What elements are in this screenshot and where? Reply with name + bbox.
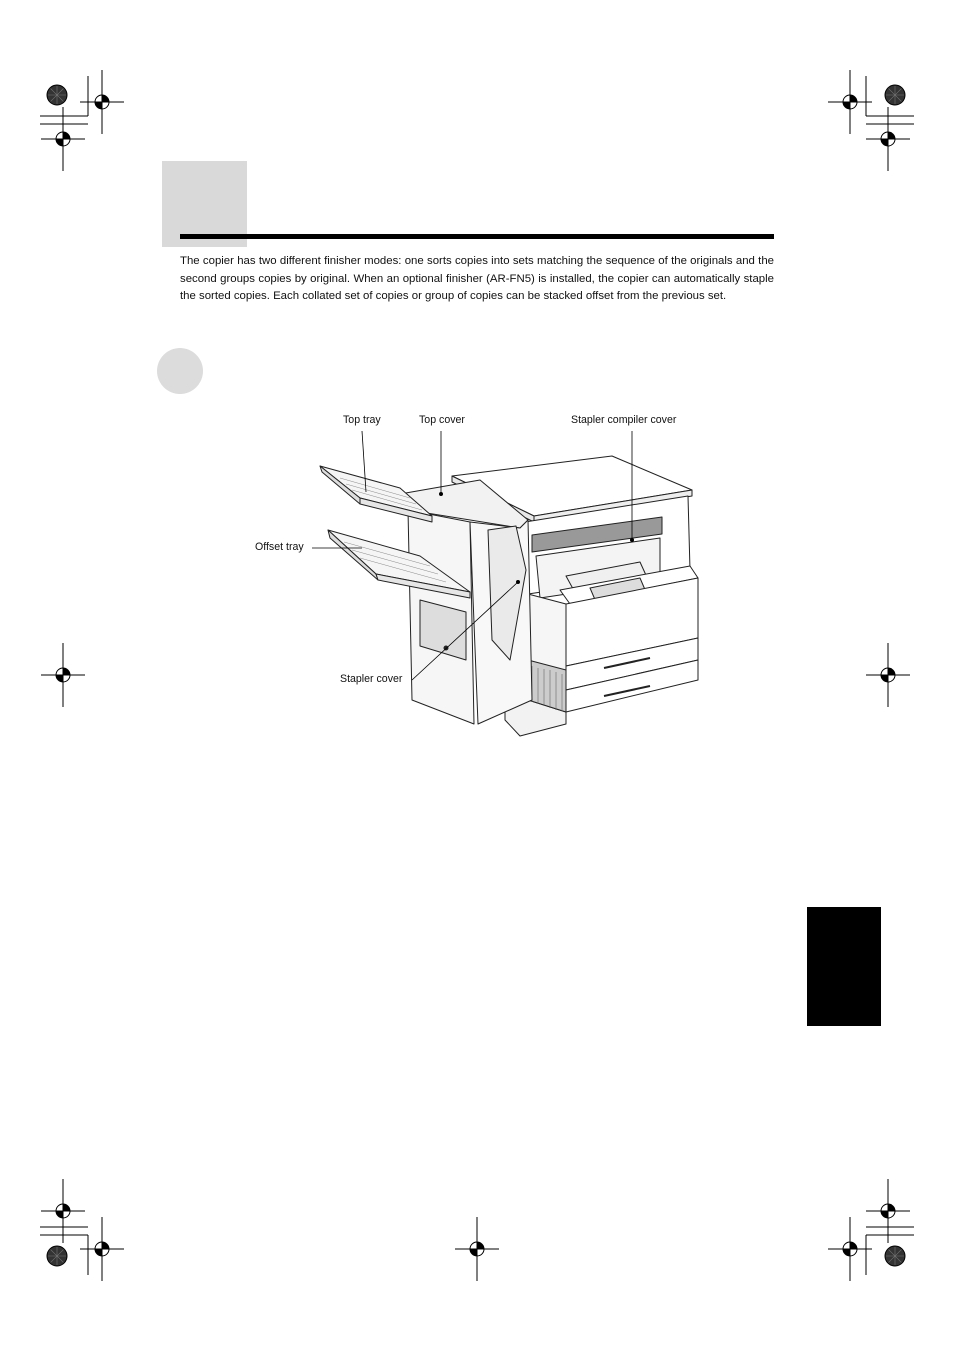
label-top-cover: Top cover <box>419 414 465 426</box>
intro-paragraph: The copier has two different finisher modes: one sorts copies into sets matching the sequence of the originals and the second groups copies by original. When an optional finisher (AR-FN5) is installed, the copier can automatically staple the sorted copies. Each collated set of copies or group of copies can be stacked offset from the previous set. <box>180 255 774 303</box>
chapter-tab <box>807 907 881 1026</box>
label-stapler-cover: Stapler cover <box>340 673 403 685</box>
label-top-tray: Top tray <box>343 414 381 426</box>
label-stapler-compiler-cover: Stapler compiler cover <box>571 414 677 426</box>
label-offset-tray: Offset tray <box>255 541 304 553</box>
